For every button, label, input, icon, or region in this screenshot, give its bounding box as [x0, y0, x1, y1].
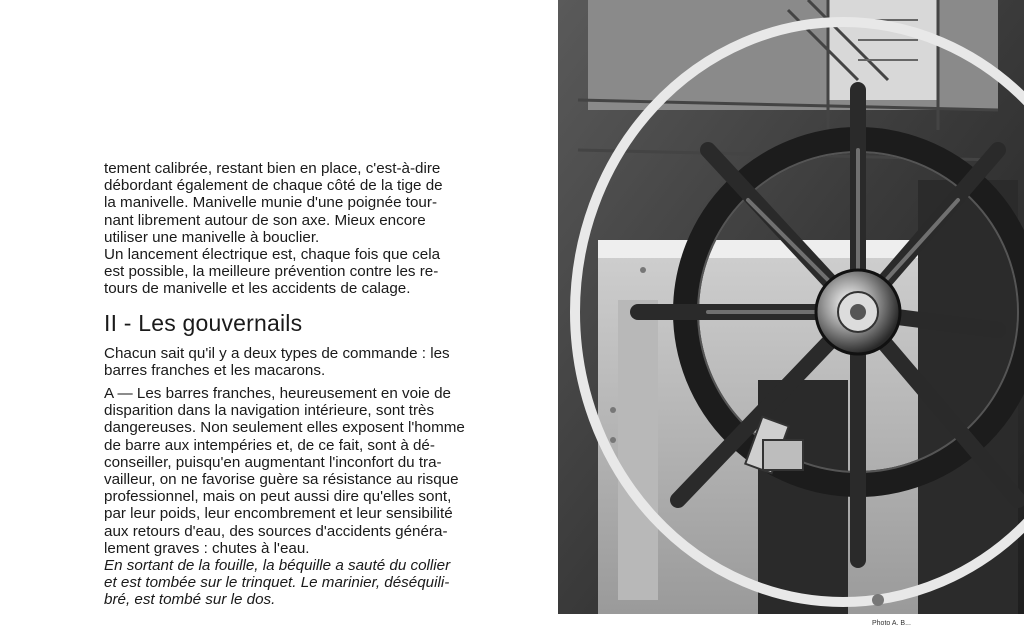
paragraph-crank: tement calibrée, restant bien en place, c'est-à-dire débordant également de chaque côté de la tige de la manivelle. Manivelle munie d'une poignée tour- nant librement autour de son axe. Mieux encore utiliser une manivelle à bouclier. — [104, 160, 443, 246]
paragraph-tillers: A — Les barres franches, heureusement en voie de disparition dans la navigation intérieure, sont très dangereuses. Non seulement elles exposent l'homme de barre aux intempéries et, de ce fait, sont à dé- conseiller, puisqu'en augmentant l'inconfort du tra- vailleur, on ne favorise guère sa résistance au risque professionnel, mais on peut aussi dire qu'elles sont, par leur poids, leur encombrement et leur sensibilité aux retours d'eau, des sources d'accidents généra- lement graves : chutes à l'eau. — [104, 385, 465, 557]
section-heading: II - Les gouvernails — [104, 309, 303, 336]
paragraph-accident-example: En sortant de la fouille, la béquille a sauté du collier et est tombée sur le trinquet. Le marinier, déséquili- bré, est tombé sur le dos. — [104, 557, 451, 609]
photo-credit: Photo A. B... — [872, 620, 911, 627]
steering-wheel-illustration — [558, 0, 1024, 614]
ship-steering-wheel-photo — [558, 0, 1024, 614]
paragraph-intro: Chacun sait qu'il y a deux types de commande : les barres franches et les macarons. — [104, 344, 450, 379]
paragraph-electric-start: Un lancement électrique est, chaque fois que cela est possible, la meilleure prévention contre les re- tours de manivelle et les accidents de calage. — [104, 246, 441, 298]
article-text-column — [104, 160, 529, 609]
